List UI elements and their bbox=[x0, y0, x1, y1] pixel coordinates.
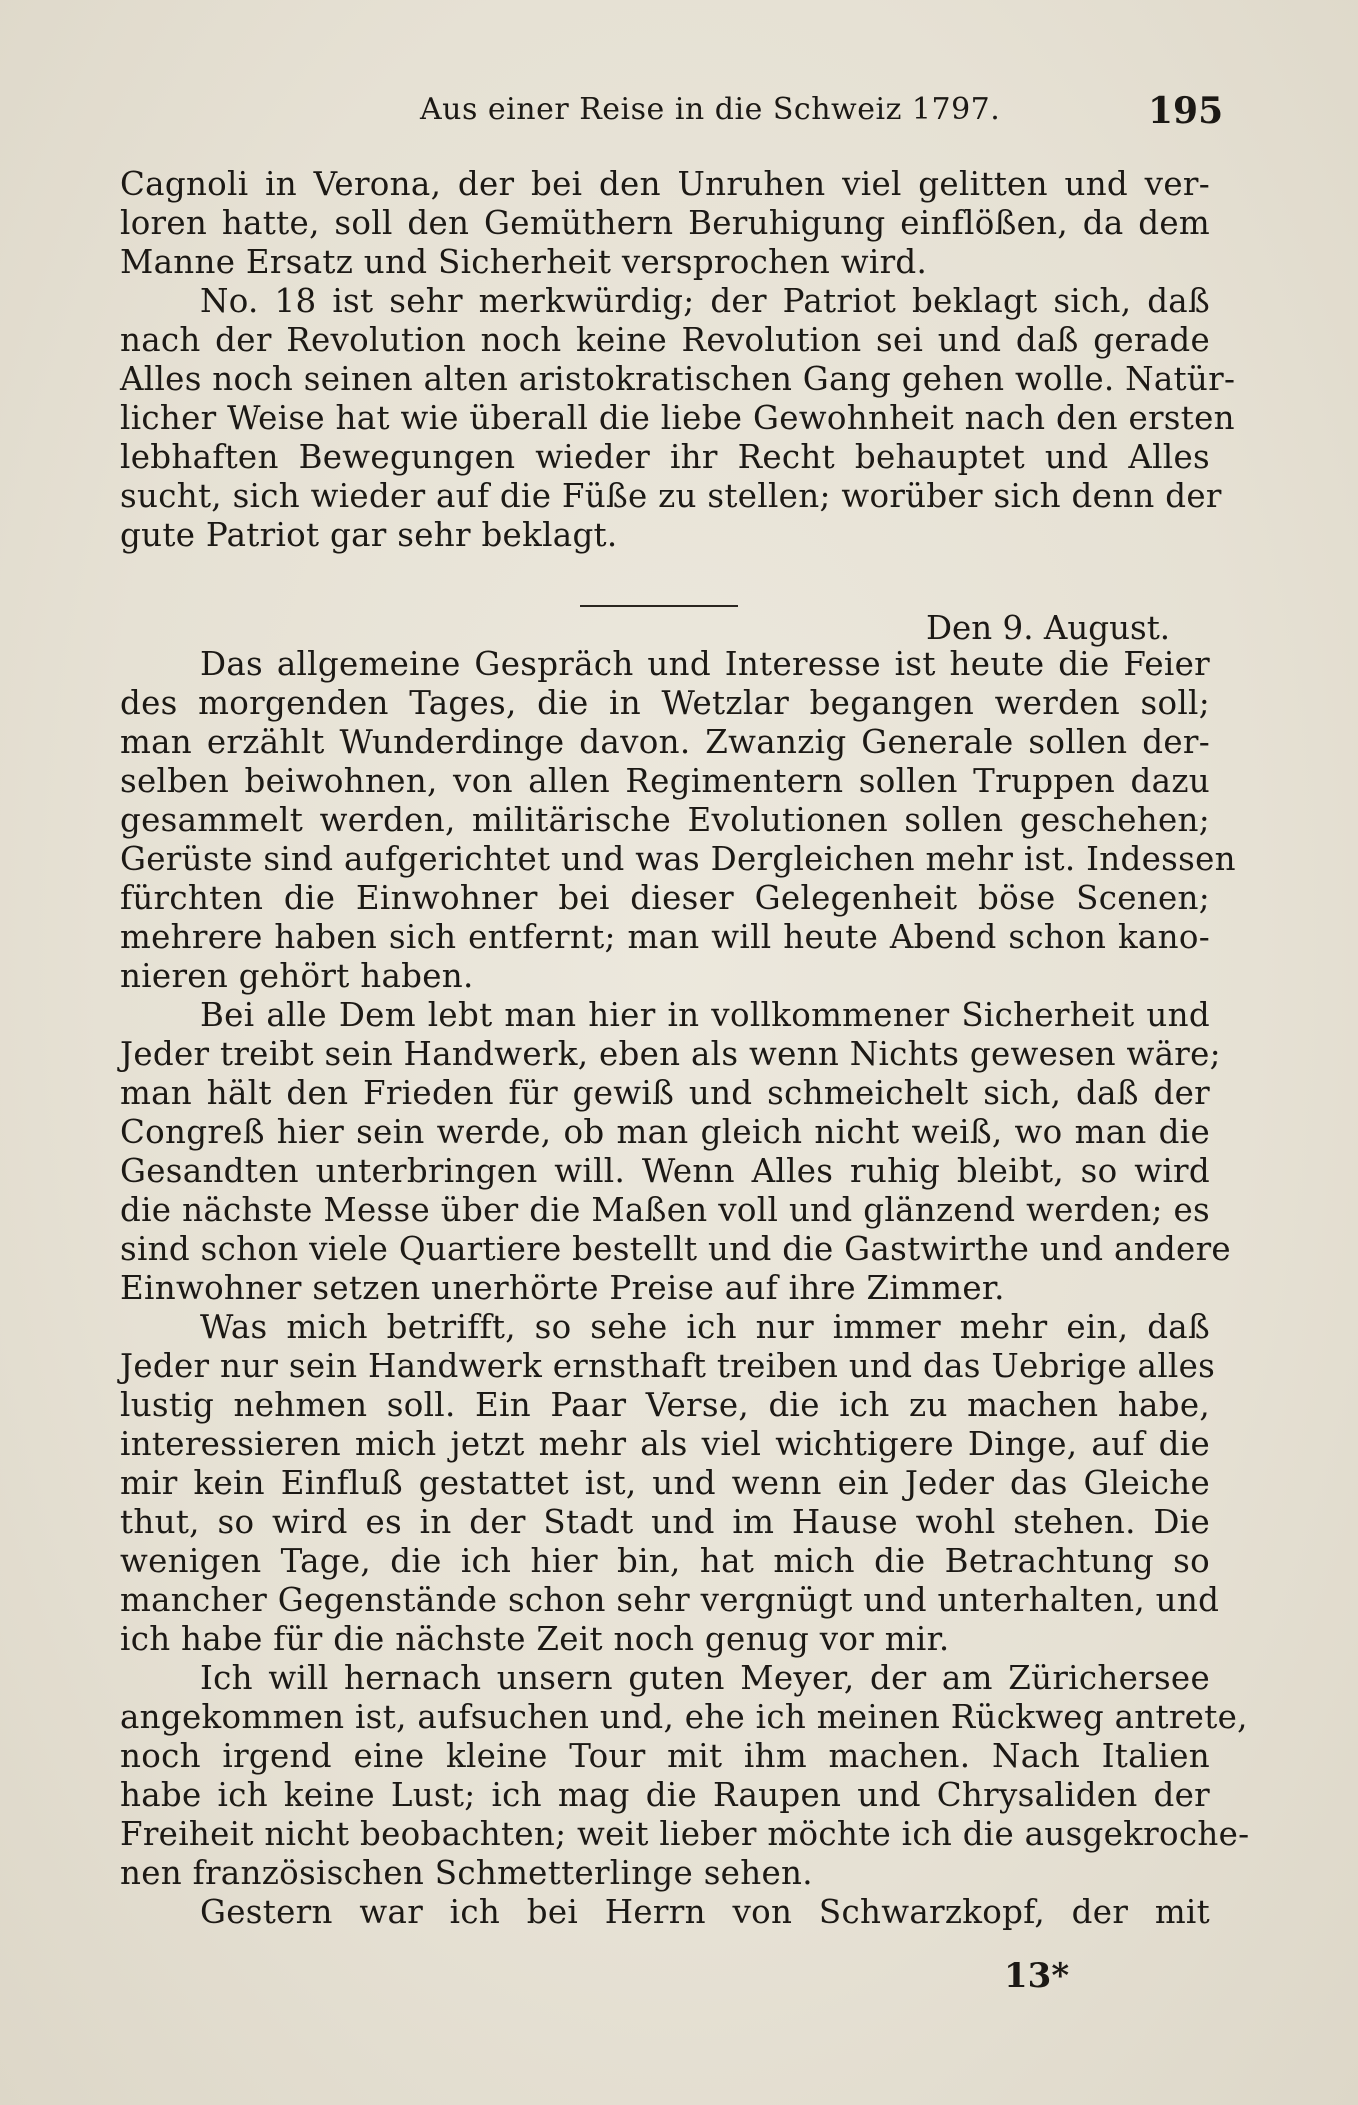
running-title: Aus einer Reise in die Schweiz 1797. bbox=[420, 92, 1001, 127]
text-line: loren hatte, soll den Gemüthern Beruhigung einflößen, da dem bbox=[120, 204, 1210, 242]
text-line: thut, so wird es in der Stadt und im Hause wohl stehen. Die bbox=[120, 1503, 1210, 1541]
section-separator bbox=[580, 605, 738, 607]
text-line: Alles noch seinen alten aristokratischen Gang gehen wolle. Natür- bbox=[120, 360, 1236, 398]
text-line: No. 18 ist sehr merkwürdig; der Patriot beklagt sich, daß bbox=[200, 282, 1210, 320]
text-line: die nächste Messe über die Maßen voll und glänzend werden; es bbox=[120, 1191, 1210, 1229]
text-line: Ich will hernach unsern guten Meyer, der am Zürichersee bbox=[200, 1659, 1210, 1697]
text-line: Jeder treibt sein Handwerk, eben als wenn Nichts gewesen wäre; bbox=[120, 1035, 1221, 1073]
text-line: sind schon viele Quartiere bestellt und die Gastwirthe und andere bbox=[120, 1230, 1231, 1268]
text-line: des morgenden Tages, die in Wetzlar begangen werden soll; bbox=[120, 684, 1210, 722]
text-line: Das allgemeine Gespräch und Interesse ist heute die Feier bbox=[200, 645, 1210, 683]
text-line: habe ich keine Lust; ich mag die Raupen und Chrysaliden der bbox=[120, 1776, 1210, 1814]
text-line: Gestern war ich bei Herrn von Schwarzkopf, der mit bbox=[200, 1893, 1210, 1931]
text-line: angekommen ist, aufsuchen und, ehe ich meinen Rückweg antrete, bbox=[120, 1698, 1248, 1736]
text-line: licher Weise hat wie überall die liebe Gewohnheit nach den ersten bbox=[120, 399, 1235, 437]
text-line: wenigen Tage, die ich hier bin, hat mich die Betrachtung so bbox=[120, 1542, 1210, 1580]
text-line: ich habe für die nächste Zeit noch genug vor mir. bbox=[120, 1620, 950, 1658]
text-line: Bei alle Dem lebt man hier in vollkommener Sicherheit und bbox=[200, 996, 1210, 1034]
dateline: Den 9. August. bbox=[926, 609, 1171, 647]
text-line: man erzählt Wunderdinge davon. Zwanzig Generale sollen der- bbox=[120, 723, 1210, 761]
text-line: gute Patriot gar sehr beklagt. bbox=[120, 516, 618, 554]
text-line: nieren gehört haben. bbox=[120, 957, 474, 995]
text-line: nen französischen Schmetterlinge sehen. bbox=[120, 1854, 813, 1892]
text-line: interessieren mich jetzt mehr als viel wichtigere Dinge, auf die bbox=[120, 1425, 1210, 1463]
page-number: 195 bbox=[1148, 90, 1224, 132]
text-line: Freiheit nicht beobachten; weit lieber möchte ich die ausgekroche- bbox=[120, 1815, 1250, 1853]
text-line: sucht, sich wieder auf die Füße zu stellen; worüber sich denn der bbox=[120, 477, 1222, 515]
text-line: nach der Revolution noch keine Revolution sei und daß gerade bbox=[120, 321, 1210, 359]
text-line: Gerüste sind aufgerichtet und was Dergleichen mehr ist. Indessen bbox=[120, 840, 1236, 878]
text-line: Was mich betrifft, so sehe ich nur immer mehr ein, daß bbox=[200, 1308, 1210, 1346]
text-line: man hält den Frieden für gewiß und schmeichelt sich, daß der bbox=[120, 1074, 1210, 1112]
text-line: mir kein Einfluß gestattet ist, und wenn ein Jeder das Gleiche bbox=[120, 1464, 1210, 1502]
text-line: mehrere haben sich entfernt; man will heute Abend schon kano- bbox=[120, 918, 1210, 956]
text-line: selben beiwohnen, von allen Regimentern sollen Truppen dazu bbox=[120, 762, 1210, 800]
text-line: Jeder nur sein Handwerk ernsthaft treiben und das Uebrige alles bbox=[120, 1347, 1216, 1385]
signature-mark: 13* bbox=[1004, 1956, 1070, 1996]
text-line: lebhaften Bewegungen wieder ihr Recht behauptet und Alles bbox=[120, 438, 1210, 476]
text-line: Einwohner setzen unerhörte Preise auf ihre Zimmer. bbox=[120, 1269, 1005, 1307]
text-line: mancher Gegenstände schon sehr vergnügt und unterhalten, und bbox=[120, 1581, 1220, 1619]
text-line: fürchten die Einwohner bei dieser Gelegenheit böse Scenen; bbox=[120, 879, 1210, 917]
text-line: gesammelt werden, militärische Evolutionen sollen geschehen; bbox=[120, 801, 1210, 839]
text-line: Congreß hier sein werde, ob man gleich nicht weiß, wo man die bbox=[120, 1113, 1210, 1151]
text-line: lustig nehmen soll. Ein Paar Verse, die ich zu machen habe, bbox=[120, 1386, 1210, 1424]
text-line: Manne Ersatz und Sicherheit versprochen wird. bbox=[120, 243, 928, 281]
text-line: Gesandten unterbringen will. Wenn Alles ruhig bleibt, so wird bbox=[120, 1152, 1210, 1190]
text-line: noch irgend eine kleine Tour mit ihm machen. Nach Italien bbox=[120, 1737, 1210, 1775]
text-line: Cagnoli in Verona, der bei den Unruhen viel gelitten und ver- bbox=[120, 165, 1210, 203]
